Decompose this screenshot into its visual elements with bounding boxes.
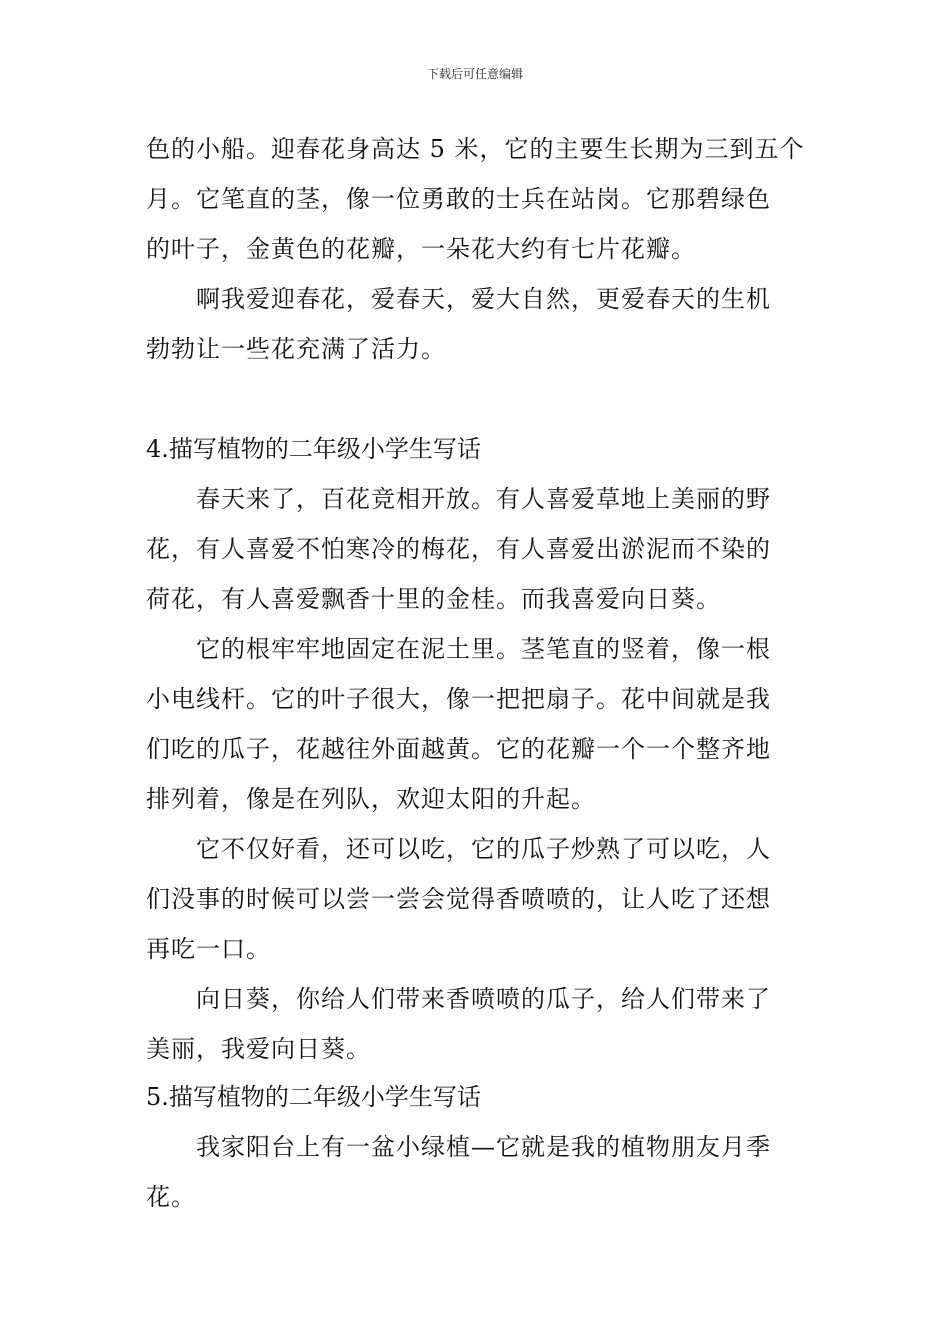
text-line: 月。它笔直的茎，像一位勇敢的士兵在站岗。它那碧绿色 [146, 185, 771, 213]
section-heading-5: 5.描写植物的二年级小学生写话 [146, 1083, 481, 1111]
document-body [146, 124, 806, 1222]
text-line: 荷花，有人喜爱飘香十里的金桂。而我喜爱向日葵。 [146, 585, 721, 613]
blank-line [146, 374, 806, 424]
text-line: 们吃的瓜子，花越往外面越黄。它的花瓣一个一个整齐地 [146, 735, 771, 763]
text-line: 小电线杆。它的叶子很大，像一把把扇子。花中间就是我 [146, 685, 771, 713]
text-line: 的叶子，金黄色的花瓣，一朵花大约有七片花瓣。 [146, 235, 696, 263]
page-header: 下载后可任意编辑 [426, 67, 523, 81]
text-line: 向日葵，你给人们带来香喷喷的瓜子，给人们带来了 [196, 985, 771, 1013]
text-line: 啊我爱迎春花，爱春天，爱大自然，更爱春天的生机 [196, 285, 771, 313]
text-line: 色的小船。迎春花身高达 5 米，它的主要生长期为三到五个 [146, 135, 805, 163]
section-heading-4: 4.描写植物的二年级小学生写话 [146, 435, 481, 463]
text-line: 我家阳台上有一盆小绿植—它就是我的植物朋友月季 [196, 1133, 771, 1161]
text-line: 再吃一口。 [146, 935, 271, 963]
text-line: 们没事的时候可以尝一尝会觉得香喷喷的，让人吃了还想 [146, 885, 771, 913]
text-line: 排列着，像是在列队，欢迎太阳的升起。 [146, 785, 596, 813]
text-line: 花。 [146, 1183, 196, 1211]
text-line: 美丽，我爱向日葵。 [146, 1035, 371, 1063]
text-line: 它不仅好看，还可以吃，它的瓜子炒熟了可以吃，人 [196, 835, 771, 863]
text-line: 它的根牢牢地固定在泥土里。茎笔直的竖着，像一根 [196, 635, 771, 663]
text-line: 勃勃让一些花充满了活力。 [146, 335, 446, 363]
text-line: 花，有人喜爱不怕寒冷的梅花，有人喜爱出淤泥而不染的 [146, 535, 771, 563]
text-line: 春天来了，百花竞相开放。有人喜爱草地上美丽的野 [196, 485, 771, 513]
